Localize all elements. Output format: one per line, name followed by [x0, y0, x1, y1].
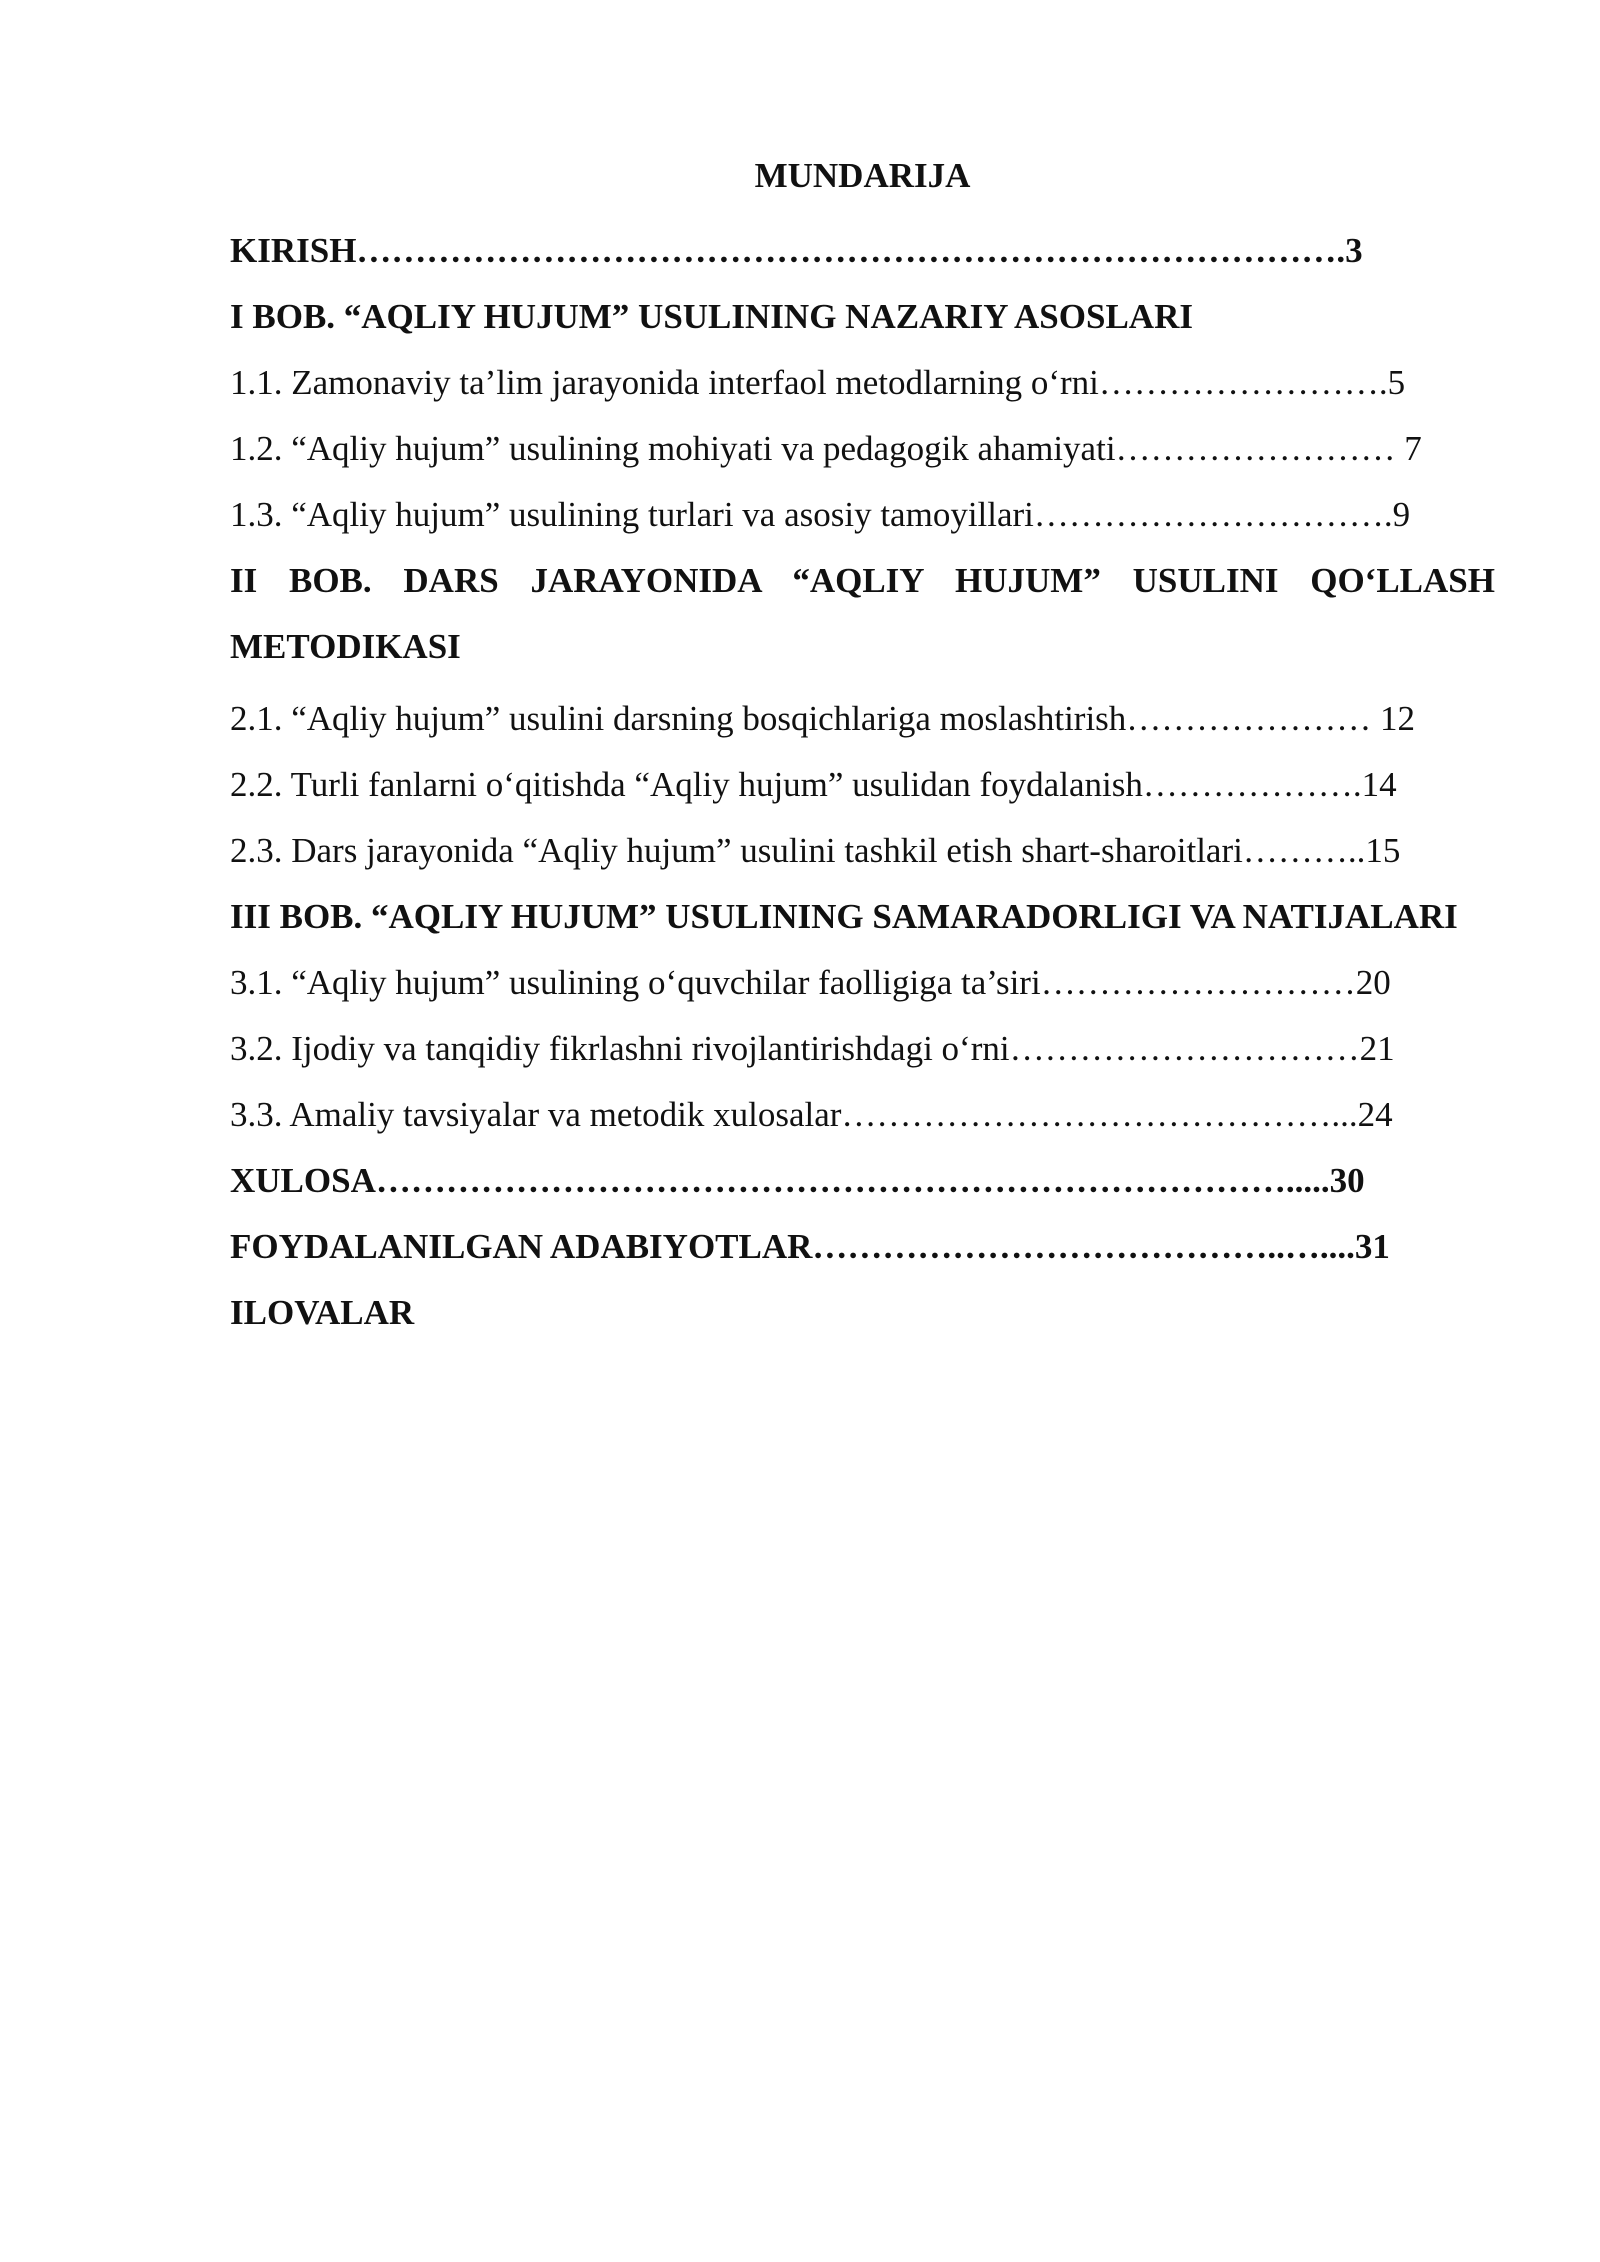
toc-section-3-3: 3.3. Amaliy tavsiyalar va metodik xulosalar……………………………………...24 [230, 1095, 1393, 1134]
toc-entry-appendices: ILOVALAR [230, 1293, 415, 1332]
toc-chapter-1-heading: I BOB. “AQLIY HUJUM” USULINING NAZARIY ASOSLARI [230, 297, 1193, 336]
toc-section-1-1: 1.1. Zamonaviy ta’lim jarayonida interfaol metodlarning o‘rni…………………….5 [230, 363, 1406, 402]
toc-section-3-2: 3.2. Ijodiy va tanqidiy fikrlashni rivojlantirishdagi o‘rni…………………………21 [230, 1029, 1395, 1068]
toc-chapter-3-heading: III BOB. “AQLIY HUJUM” USULINING SAMARADORLIGI VA NATIJALARI [230, 897, 1458, 936]
toc-section-2-1: 2.1. “Aqliy hujum” usulini darsning bosqichlariga moslashtirish………………… 12 [230, 699, 1416, 738]
toc-title: MUNDARIJA [754, 156, 971, 195]
toc-section-3-1: 3.1. “Aqliy hujum” usulining o‘quvchilar faolligiga ta’siri………………………20 [230, 963, 1391, 1002]
toc-section-1-2: 1.2. “Aqliy hujum” usulining mohiyati va pedagogik ahamiyati…………………… 7 [230, 429, 1422, 468]
toc-chapter-2-heading: II BOB. DARS JARAYONIDA “AQLIY HUJUM” USULINI QO‘LLASH METODIKASI [230, 561, 1495, 666]
toc-section-2-3: 2.3. Dars jarayonida “Aqliy hujum” usulini tashkil etish shart-sharoitlari………..15 [230, 831, 1401, 870]
toc-entry-conclusion: XULOSA…………………………………………………………………….....30 [230, 1161, 1365, 1200]
table-of-contents [230, 148, 1495, 1346]
toc-section-1-3: 1.3. “Aqliy hujum” usulining turlari va asosiy tamoyillari………………………….9 [230, 495, 1411, 534]
toc-entry-references: FOYDALANILGAN ADABIYOTLAR…………………………………..…....31 [230, 1227, 1390, 1266]
toc-section-2-2: 2.2. Turli fanlarni o‘qitishda “Aqliy hujum” usulidan foydalanish……………….14 [230, 765, 1397, 804]
toc-entry-introduction: KIRISH………………………………………………………………………….3 [230, 231, 1363, 270]
